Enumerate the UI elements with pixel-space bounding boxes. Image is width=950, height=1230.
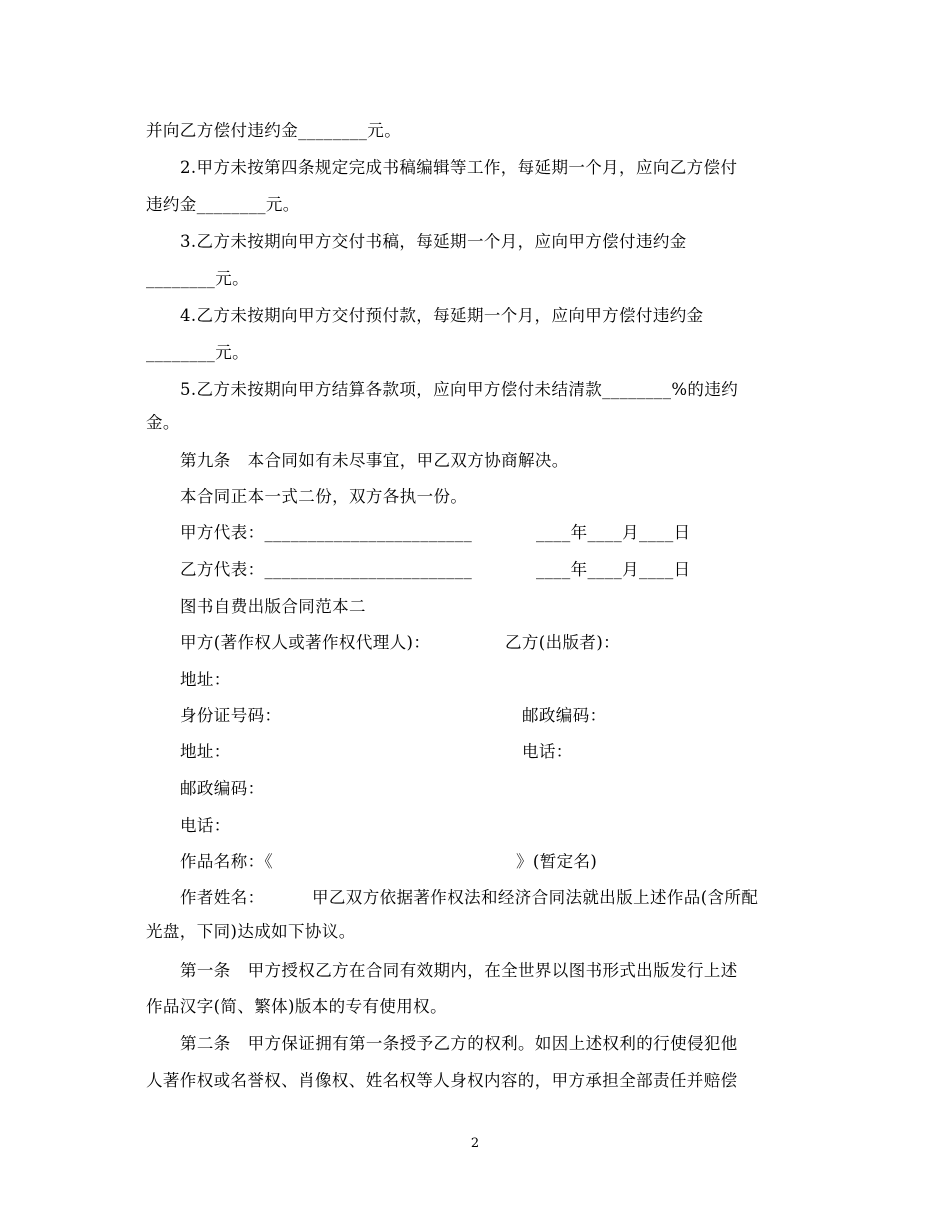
party-b-representative: 乙方代表：________________________ (180, 560, 473, 579)
text-line: 并向乙方偿付违约金________元。 (146, 121, 402, 140)
clause-5: 5.乙方未按期向甲方结算各款项，应向甲方偿付未结清款________%的违约 (180, 380, 739, 399)
author-name-label: 作者姓名： (180, 888, 265, 907)
work-title-suffix: 》(暂定名) (516, 852, 598, 871)
phone-label: 电话： (522, 742, 573, 761)
postal-code-label: 邮政编码： (180, 779, 265, 798)
text-line: 违约金________元。 (146, 195, 300, 214)
text-line: 本合同正本一式二份，双方各执一份。 (180, 487, 468, 506)
text-line: 人著作权或名誉权、肖像权、姓名权等人身权内容的，甲方承担全部责任并赔偿 (146, 1071, 738, 1090)
party-b-label: 乙方(出版者)： (505, 633, 621, 652)
article-1: 第一条 甲方授权乙方在合同有效期内，在全世界以图书形式出版发行上述 (180, 961, 738, 980)
id-number-label: 身份证号码： (180, 706, 282, 725)
address-label: 地址： (180, 670, 231, 689)
text-line: ________元。 (146, 269, 249, 288)
signature-date-1: ____年____月____日 (536, 523, 691, 542)
text-line: ________元。 (146, 343, 249, 362)
text-line: 作品汉字(简、繁体)版本的专有使用权。 (146, 997, 447, 1016)
text-line: 金。 (146, 413, 180, 432)
section-heading: 图书自费出版合同范本二 (180, 597, 366, 616)
clause-4: 4.乙方未按期向甲方交付预付款，每延期一个月，应向甲方偿付违约金 (180, 306, 704, 325)
clause-2: 2.甲方未按第四条规定完成书稿编辑等工作，每延期一个月，应向乙方偿付 (180, 158, 738, 177)
page-number: 2 (470, 1136, 480, 1151)
text-line: 光盘，下同)达成如下协议。 (146, 922, 356, 941)
work-title-label: 作品名称：《 (180, 852, 274, 871)
party-a-label: 甲方(著作权人或著作权代理人)： (180, 633, 431, 652)
clause-3: 3.乙方未按期向甲方交付书稿，每延期一个月，应向甲方偿付违约金 (180, 232, 687, 251)
party-a-representative: 甲方代表：________________________ (180, 523, 473, 542)
phone-label: 电话： (180, 816, 231, 835)
signature-date-2: ____年____月____日 (536, 560, 691, 579)
article-2: 第二条 甲方保证拥有第一条授予乙方的权利。如因上述权利的行使侵犯他 (180, 1034, 738, 1053)
address-label: 地址： (180, 742, 231, 761)
agreement-intro: 甲乙双方依据著作权法和经济合同法就出版上述作品(含所配 (312, 888, 759, 907)
article-9: 第九条 本合同如有未尽事宜，甲乙双方协商解决。 (180, 451, 569, 470)
postal-code-label: 邮政编码： (522, 706, 607, 725)
